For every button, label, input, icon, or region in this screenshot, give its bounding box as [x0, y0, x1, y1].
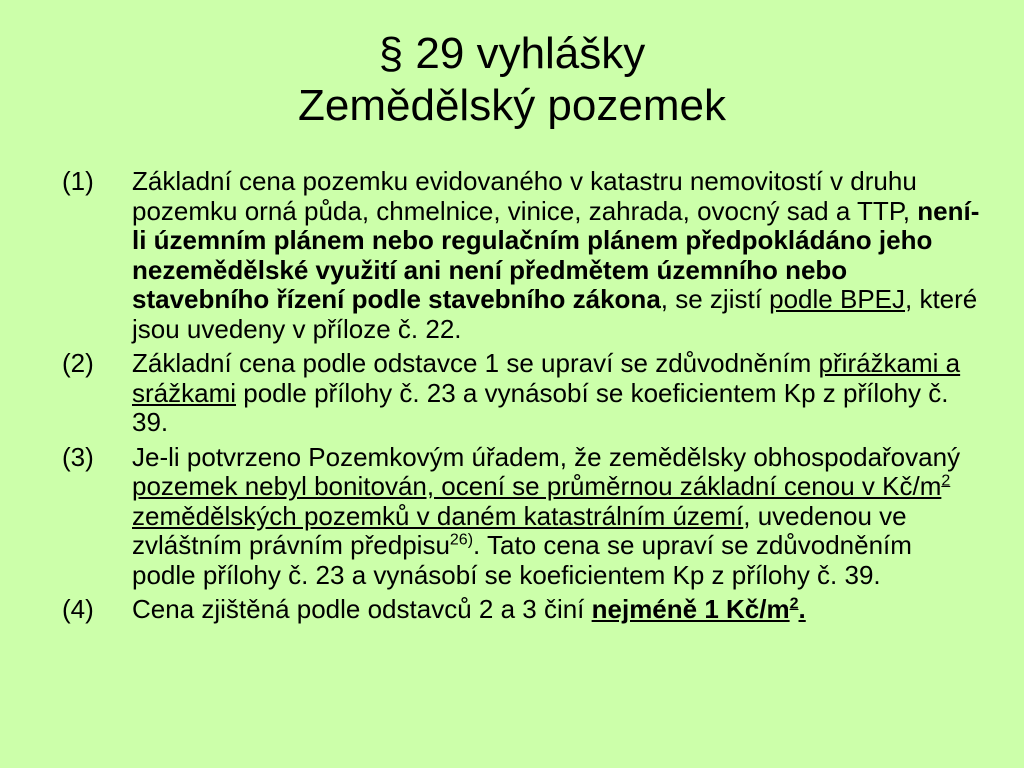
item-text [132, 443, 982, 591]
text-run: přirážkami a srážkami [132, 348, 961, 408]
text-run: , se zjistí [660, 284, 770, 314]
item-number: (2) [62, 348, 94, 378]
superscript: 2 [941, 472, 951, 490]
title-line-1: § 29 vyhlášky [378, 29, 646, 78]
text-run: pozemek nebyl bonitován, ocení se průměrnou základní cenou v Kč/m [132, 471, 942, 501]
text-run: Je-li potvrzeno Pozemkovým úřadem, že zemědělsky obhospodařovaný [132, 441, 961, 472]
paragraph-list [62, 167, 982, 630]
text-run: Cena zjištěná podle odstavců 2 a 3 činí [132, 594, 592, 624]
list-item [62, 595, 982, 625]
item-text [132, 349, 982, 438]
item-number: (3) [62, 441, 94, 472]
text-run: zemědělských pozemků v daném katastrálním území [132, 500, 744, 531]
text-run: , uvedenou ve zvláštním právním předpisu [132, 500, 907, 560]
text-run: . [798, 594, 806, 624]
superscript: 2 [789, 595, 799, 613]
title-line-2: Zemědělský pozemek [298, 81, 726, 130]
text-run: podle BPEJ [769, 284, 906, 314]
superscript: 26) [449, 531, 474, 549]
text-run: . Tato cena se upraví se zdůvodněním podle přílohy č. 23 a vynásobí se koeficientem Kp z přílohy č. 39. [132, 530, 912, 590]
slide-title [0, 28, 1024, 132]
item-text [132, 595, 982, 625]
text-run: Základní cena pozemku evidovaného v katastru nemovitostí v druhu pozemku orná půda, chmelnice, vinice, zahrada, ovocný sad a TTP, [132, 166, 918, 226]
text-run: není-li územním plánem nebo regulačním plánem předpokládáno jeho nezemědělské využití ani není předmětem územního nebo stavebního řízení podle stavebního zákona [132, 195, 980, 314]
text-run: , které jsou uvedeny v příloze č. 22. [132, 284, 978, 344]
list-item [62, 349, 982, 438]
text-run: Základní cena podle odstavce 1 se upraví se zdůvodněním [132, 348, 819, 378]
item-number: (1) [62, 166, 94, 196]
item-number: (4) [62, 594, 94, 624]
text-run: podle přílohy č. 23 a vynásobí se koeficientem Kp z přílohy č. 39. [132, 377, 949, 437]
item-text [132, 167, 982, 344]
text-run: nejméně 1 Kč/m [591, 594, 790, 624]
list-item [62, 443, 982, 591]
list-item [62, 167, 982, 344]
